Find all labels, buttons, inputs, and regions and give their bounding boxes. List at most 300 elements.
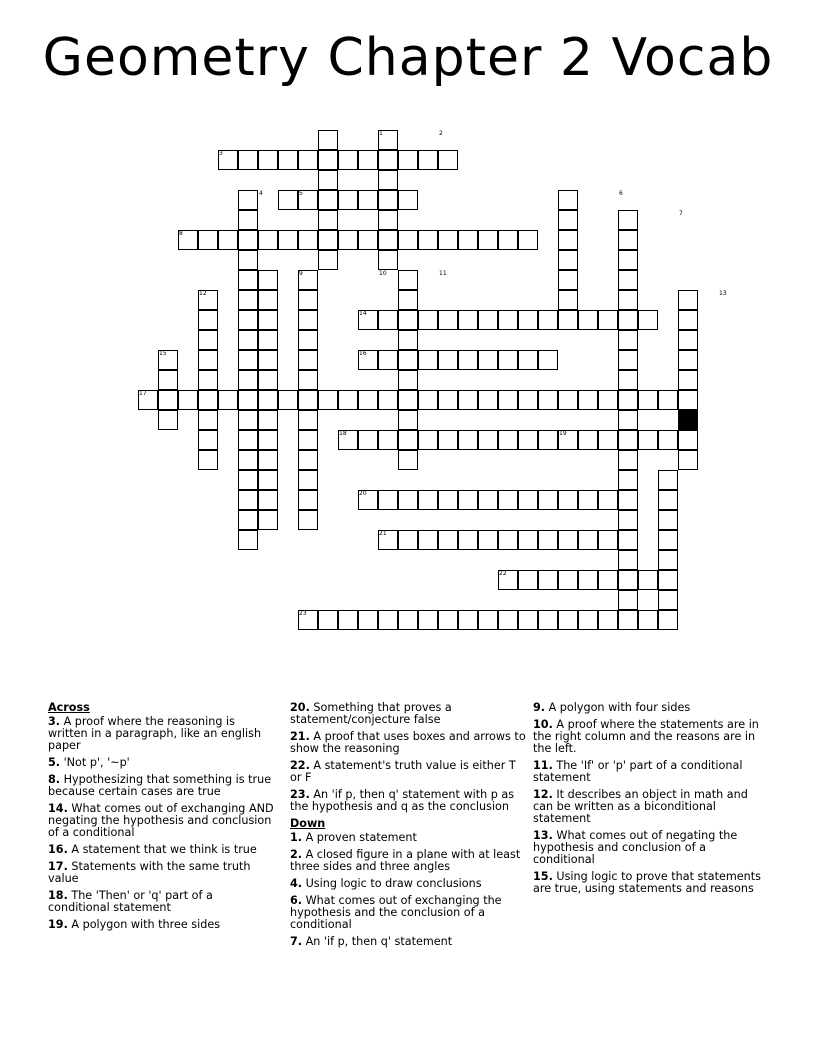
grid-cell[interactable]	[538, 530, 558, 550]
grid-cell[interactable]	[498, 530, 518, 550]
grid-cell[interactable]	[258, 370, 278, 390]
grid-cell[interactable]	[238, 410, 258, 430]
grid-cell[interactable]	[578, 610, 598, 630]
grid-cell[interactable]	[278, 390, 298, 410]
grid-cell[interactable]	[378, 310, 398, 330]
grid-cell[interactable]	[338, 610, 358, 630]
grid-cell[interactable]	[618, 410, 638, 430]
grid-cell[interactable]	[538, 570, 558, 590]
grid-cell[interactable]	[318, 130, 338, 150]
grid-cell[interactable]	[378, 170, 398, 190]
grid-cell[interactable]	[478, 390, 498, 410]
grid-cell[interactable]	[378, 210, 398, 230]
grid-cell[interactable]	[378, 350, 398, 370]
grid-cell[interactable]	[618, 330, 638, 350]
grid-cell[interactable]	[478, 610, 498, 630]
grid-cell[interactable]	[318, 230, 338, 250]
grid-cell[interactable]	[378, 430, 398, 450]
grid-cell[interactable]	[238, 430, 258, 450]
grid-cell[interactable]	[298, 430, 318, 450]
grid-cell[interactable]	[358, 190, 378, 210]
clue-number-label: 3.	[48, 715, 61, 728]
clue-number: 23	[299, 610, 307, 617]
clue-number: 8	[179, 230, 183, 237]
grid-cell[interactable]	[618, 370, 638, 390]
grid-cell[interactable]	[198, 430, 218, 450]
clue-number: 1	[379, 130, 383, 137]
grid-cell[interactable]	[518, 350, 538, 370]
grid-cell[interactable]	[458, 390, 478, 410]
grid-cell[interactable]	[618, 270, 638, 290]
clue-number-label: 23.	[290, 788, 310, 801]
grid-cell[interactable]	[318, 170, 338, 190]
grid-cell[interactable]	[398, 310, 418, 330]
grid-cell[interactable]	[298, 330, 318, 350]
grid-cell[interactable]	[318, 610, 338, 630]
grid-cell[interactable]	[618, 310, 638, 330]
grid-cell[interactable]	[578, 310, 598, 330]
grid-cell[interactable]	[418, 150, 438, 170]
clue-text: A proof that uses boxes and arrows to show the reasoning	[290, 730, 526, 755]
grid-cell[interactable]	[678, 330, 698, 350]
grid-cell[interactable]	[298, 390, 318, 410]
clue-number: 18	[339, 430, 347, 437]
grid-cell[interactable]	[578, 570, 598, 590]
grid-cell[interactable]	[618, 470, 638, 490]
clue-number: 10	[379, 270, 387, 277]
clue-number: 22	[499, 570, 507, 577]
grid-cell[interactable]	[558, 390, 578, 410]
grid-cell[interactable]	[498, 490, 518, 510]
grid-cell[interactable]	[438, 490, 458, 510]
grid-cell[interactable]	[558, 190, 578, 210]
clue-text: The 'If' or 'p' part of a conditional statement	[533, 759, 743, 784]
clue	[48, 716, 276, 752]
grid-cell[interactable]	[298, 350, 318, 370]
grid-cell[interactable]	[238, 310, 258, 330]
grid-cell[interactable]	[398, 430, 418, 450]
grid-cell[interactable]	[238, 270, 258, 290]
clue-text: Hypothesizing that something is true because certain cases are true	[48, 773, 272, 798]
grid-cell[interactable]	[298, 450, 318, 470]
clue-text: A polygon with four sides	[545, 701, 691, 714]
grid-cell[interactable]	[658, 430, 678, 450]
grid-cell[interactable]	[498, 610, 518, 630]
grid-cell[interactable]	[378, 610, 398, 630]
clue	[48, 890, 276, 914]
grid-cell[interactable]	[498, 310, 518, 330]
clue	[533, 871, 765, 895]
grid-cell[interactable]	[258, 290, 278, 310]
grid-cell[interactable]	[558, 230, 578, 250]
grid-cell[interactable]	[638, 390, 658, 410]
grid-cell[interactable]	[658, 510, 678, 530]
grid-cell[interactable]	[418, 310, 438, 330]
grid-cell[interactable]	[378, 190, 398, 210]
grid-cell[interactable]	[618, 350, 638, 370]
clue-text: Using logic to prove that statements are true, using statements and reasons	[533, 870, 761, 895]
grid-cell[interactable]	[558, 270, 578, 290]
grid-cell[interactable]	[658, 550, 678, 570]
grid-cell[interactable]	[258, 330, 278, 350]
grid-cell[interactable]	[158, 390, 178, 410]
grid-cell[interactable]	[358, 230, 378, 250]
section-header: Down	[290, 817, 326, 830]
grid-cell[interactable]	[218, 230, 238, 250]
clue-text: Statements with the same truth value	[48, 860, 251, 885]
clue-text: What comes out of negating the hypothesis and conclusion of a conditional	[533, 829, 738, 866]
grid-cell[interactable]	[378, 230, 398, 250]
grid-cell[interactable]	[518, 430, 538, 450]
grid-cell[interactable]	[598, 490, 618, 510]
grid-cell[interactable]	[678, 290, 698, 310]
grid-cell[interactable]	[358, 390, 378, 410]
grid-cell[interactable]	[478, 310, 498, 330]
grid-cell[interactable]	[378, 150, 398, 170]
grid-cell[interactable]	[198, 370, 218, 390]
grid-cell[interactable]	[518, 570, 538, 590]
grid-cell[interactable]	[238, 250, 258, 270]
grid-cell[interactable]	[438, 150, 458, 170]
grid-cell[interactable]	[538, 310, 558, 330]
grid-cell[interactable]	[458, 430, 478, 450]
clue	[533, 789, 765, 825]
clue-text: The 'Then' or 'q' part of a conditional statement	[48, 889, 213, 914]
grid-cell[interactable]	[598, 430, 618, 450]
grid-cell[interactable]	[478, 430, 498, 450]
grid-cell[interactable]	[238, 210, 258, 230]
grid-cell[interactable]	[298, 470, 318, 490]
grid-cell[interactable]	[658, 530, 678, 550]
grid-cell[interactable]	[658, 610, 678, 630]
grid-cell[interactable]	[598, 310, 618, 330]
grid-cell[interactable]	[638, 610, 658, 630]
clue	[290, 731, 526, 755]
grid-cell[interactable]	[238, 490, 258, 510]
grid-cell[interactable]	[518, 490, 538, 510]
grid-cell[interactable]	[678, 310, 698, 330]
grid-cell[interactable]	[258, 430, 278, 450]
clue-number: 7	[679, 210, 683, 217]
grid-cell[interactable]	[258, 350, 278, 370]
grid-cell[interactable]	[238, 190, 258, 210]
grid-cell[interactable]	[458, 530, 478, 550]
clue-text: A polygon with three sides	[67, 918, 221, 931]
grid-cell[interactable]	[398, 330, 418, 350]
grid-cell[interactable]	[398, 290, 418, 310]
grid-cell[interactable]	[378, 390, 398, 410]
grid-cell[interactable]	[258, 450, 278, 470]
clue-number-label: 4.	[290, 877, 303, 890]
grid-cell[interactable]	[418, 390, 438, 410]
grid-cell[interactable]	[258, 490, 278, 510]
grid-cell[interactable]	[618, 290, 638, 310]
grid-cell[interactable]	[358, 430, 378, 450]
grid-cell[interactable]	[618, 510, 638, 530]
grid-cell[interactable]	[618, 210, 638, 230]
grid-cell[interactable]	[238, 350, 258, 370]
grid-cell[interactable]	[558, 310, 578, 330]
grid-cell[interactable]	[398, 230, 418, 250]
clue-number: 2	[439, 130, 443, 137]
grid-cell[interactable]	[238, 370, 258, 390]
grid-cell[interactable]	[398, 370, 418, 390]
grid-cell[interactable]	[298, 370, 318, 390]
clue-number: 19	[559, 430, 567, 437]
grid-cell[interactable]	[518, 310, 538, 330]
grid-cell[interactable]	[518, 530, 538, 550]
grid-cell[interactable]	[658, 470, 678, 490]
grid-cell[interactable]	[298, 410, 318, 430]
grid-cell[interactable]	[318, 190, 338, 210]
grid-cell[interactable]	[618, 490, 638, 510]
clue-number: 5	[299, 190, 303, 197]
grid-cell[interactable]	[598, 530, 618, 550]
grid-cell[interactable]	[418, 490, 438, 510]
grid-cell[interactable]	[478, 230, 498, 250]
grid-cell[interactable]	[618, 550, 638, 570]
clue-number-label: 18.	[48, 889, 68, 902]
grid-cell[interactable]	[398, 390, 418, 410]
grid-cell[interactable]	[238, 390, 258, 410]
grid-cell[interactable]	[638, 570, 658, 590]
grid-cell[interactable]	[258, 310, 278, 330]
grid-cell[interactable]	[618, 250, 638, 270]
grid-cell[interactable]	[578, 490, 598, 510]
clue-text: A statement that we think is true	[67, 843, 257, 856]
grid-cell[interactable]	[458, 610, 478, 630]
grid-cell[interactable]	[298, 150, 318, 170]
grid-cell[interactable]	[398, 350, 418, 370]
grid-cell[interactable]	[298, 290, 318, 310]
grid-cell[interactable]	[278, 150, 298, 170]
grid-cell[interactable]	[578, 530, 598, 550]
grid-cell[interactable]	[618, 530, 638, 550]
grid-cell[interactable]	[258, 470, 278, 490]
grid-cell[interactable]	[198, 390, 218, 410]
grid-cell[interactable]	[378, 490, 398, 510]
clue	[533, 830, 765, 866]
grid-cell[interactable]	[298, 230, 318, 250]
grid-cell[interactable]	[358, 610, 378, 630]
grid-cell[interactable]	[518, 610, 538, 630]
grid-cell[interactable]	[338, 230, 358, 250]
clue	[533, 702, 765, 714]
grid-cell[interactable]	[678, 390, 698, 410]
grid-cell[interactable]	[198, 230, 218, 250]
grid-cell[interactable]	[538, 490, 558, 510]
grid-cell[interactable]	[398, 490, 418, 510]
grid-cell[interactable]	[478, 490, 498, 510]
grid-cell[interactable]	[158, 370, 178, 390]
grid-cell[interactable]	[418, 230, 438, 250]
clue-number: 9	[299, 270, 303, 277]
grid-cell[interactable]	[178, 390, 198, 410]
grid-cell[interactable]	[198, 350, 218, 370]
grid-cell[interactable]	[418, 430, 438, 450]
grid-cell[interactable]	[578, 430, 598, 450]
grid-cell[interactable]	[418, 610, 438, 630]
black-cell	[678, 410, 698, 430]
grid-cell[interactable]	[338, 190, 358, 210]
grid-cell[interactable]	[498, 390, 518, 410]
grid-cell[interactable]	[238, 530, 258, 550]
clue-number-label: 8.	[48, 773, 61, 786]
grid-cell[interactable]	[558, 530, 578, 550]
grid-cell[interactable]	[258, 510, 278, 530]
grid-cell[interactable]	[458, 310, 478, 330]
grid-cell[interactable]	[458, 350, 478, 370]
clue	[48, 844, 276, 856]
grid-cell[interactable]	[198, 310, 218, 330]
grid-cell[interactable]	[678, 430, 698, 450]
grid-cell[interactable]	[318, 150, 338, 170]
grid-cell[interactable]	[218, 390, 238, 410]
grid-cell[interactable]	[318, 250, 338, 270]
grid-cell[interactable]	[298, 310, 318, 330]
grid-cell[interactable]	[518, 230, 538, 250]
clue-number: 3	[219, 150, 223, 157]
grid-cell[interactable]	[518, 390, 538, 410]
grid-cell[interactable]	[578, 390, 598, 410]
grid-cell[interactable]	[298, 510, 318, 530]
grid-cell[interactable]	[238, 470, 258, 490]
grid-cell[interactable]	[618, 610, 638, 630]
grid-cell[interactable]	[438, 230, 458, 250]
grid-cell[interactable]	[538, 390, 558, 410]
grid-cell[interactable]	[538, 610, 558, 630]
grid-cell[interactable]	[358, 150, 378, 170]
clue	[290, 849, 526, 873]
grid-cell[interactable]	[198, 410, 218, 430]
grid-cell[interactable]	[478, 350, 498, 370]
grid-cell[interactable]	[398, 450, 418, 470]
grid-cell[interactable]	[658, 490, 678, 510]
grid-cell[interactable]	[438, 530, 458, 550]
clue-number-label: 11.	[533, 759, 553, 772]
grid-cell[interactable]	[638, 310, 658, 330]
clue-number: 13	[719, 290, 727, 297]
clue	[290, 702, 526, 726]
grid-cell[interactable]	[258, 270, 278, 290]
grid-cell[interactable]	[598, 390, 618, 410]
grid-cell[interactable]	[338, 150, 358, 170]
grid-cell[interactable]	[498, 350, 518, 370]
grid-cell[interactable]	[538, 430, 558, 450]
grid-cell[interactable]	[618, 230, 638, 250]
clue-text: An 'if p, then q' statement with p as the hypothesis and q as the conclusion	[290, 788, 515, 813]
grid-cell[interactable]	[318, 210, 338, 230]
grid-cell[interactable]	[238, 230, 258, 250]
grid-cell[interactable]	[498, 430, 518, 450]
clue-number: 15	[159, 350, 167, 357]
grid-cell[interactable]	[298, 490, 318, 510]
grid-cell[interactable]	[398, 190, 418, 210]
grid-cell[interactable]	[258, 230, 278, 250]
grid-cell[interactable]	[598, 570, 618, 590]
grid-cell[interactable]	[238, 290, 258, 310]
grid-cell[interactable]	[398, 150, 418, 170]
grid-cell[interactable]	[398, 530, 418, 550]
grid-cell[interactable]	[598, 610, 618, 630]
grid-cell[interactable]	[438, 610, 458, 630]
grid-cell[interactable]	[618, 430, 638, 450]
grid-cell[interactable]	[658, 390, 678, 410]
grid-cell[interactable]	[478, 530, 498, 550]
grid-cell[interactable]	[238, 510, 258, 530]
clues-column-1	[48, 702, 276, 936]
grid-cell[interactable]	[238, 150, 258, 170]
clue-number-label: 12.	[533, 788, 553, 801]
clue	[290, 789, 526, 813]
grid-cell[interactable]	[198, 330, 218, 350]
grid-cell[interactable]	[258, 410, 278, 430]
grid-cell[interactable]	[678, 370, 698, 390]
grid-cell[interactable]	[258, 150, 278, 170]
grid-cell[interactable]	[658, 570, 678, 590]
clue-number: 20	[359, 490, 367, 497]
clue	[290, 832, 526, 844]
grid-cell[interactable]	[398, 410, 418, 430]
grid-cell[interactable]	[458, 490, 478, 510]
grid-cell[interactable]	[378, 250, 398, 270]
page-title: Geometry Chapter 2 Vocab	[42, 28, 774, 88]
grid-cell[interactable]	[438, 350, 458, 370]
grid-cell[interactable]	[558, 210, 578, 230]
grid-cell[interactable]	[438, 430, 458, 450]
grid-cell[interactable]	[238, 450, 258, 470]
grid-cell[interactable]	[558, 290, 578, 310]
grid-cell[interactable]	[558, 250, 578, 270]
grid-cell[interactable]	[618, 450, 638, 470]
grid-cell[interactable]	[558, 610, 578, 630]
grid-cell[interactable]	[438, 310, 458, 330]
grid-cell[interactable]	[618, 390, 638, 410]
clue-number-label: 1.	[290, 831, 303, 844]
grid-cell[interactable]	[278, 230, 298, 250]
grid-cell[interactable]	[558, 570, 578, 590]
grid-cell[interactable]	[458, 230, 478, 250]
grid-cell[interactable]	[678, 350, 698, 370]
grid-cell[interactable]	[438, 390, 458, 410]
grid-cell[interactable]	[558, 490, 578, 510]
clue	[533, 719, 765, 755]
grid-cell[interactable]	[258, 390, 278, 410]
grid-cell[interactable]	[418, 350, 438, 370]
clue-text: What comes out of exchanging the hypothesis and the conclusion of a conditional	[290, 894, 502, 931]
grid-cell[interactable]	[398, 610, 418, 630]
clue-number: 12	[199, 290, 207, 297]
grid-cell[interactable]	[338, 390, 358, 410]
clue-number: 6	[619, 190, 623, 197]
grid-cell[interactable]	[498, 230, 518, 250]
grid-cell[interactable]	[238, 330, 258, 350]
grid-cell[interactable]	[278, 190, 298, 210]
grid-cell[interactable]	[198, 450, 218, 470]
grid-cell[interactable]	[398, 270, 418, 290]
clue	[48, 861, 276, 885]
grid-cell[interactable]	[618, 590, 638, 610]
grid-cell[interactable]	[678, 450, 698, 470]
grid-cell[interactable]	[418, 530, 438, 550]
grid-cell[interactable]	[638, 430, 658, 450]
grid-cell[interactable]	[158, 410, 178, 430]
grid-cell[interactable]	[318, 390, 338, 410]
clue-number-label: 22.	[290, 759, 310, 772]
grid-cell[interactable]	[538, 350, 558, 370]
grid-cell[interactable]	[618, 570, 638, 590]
grid-cell[interactable]	[658, 590, 678, 610]
